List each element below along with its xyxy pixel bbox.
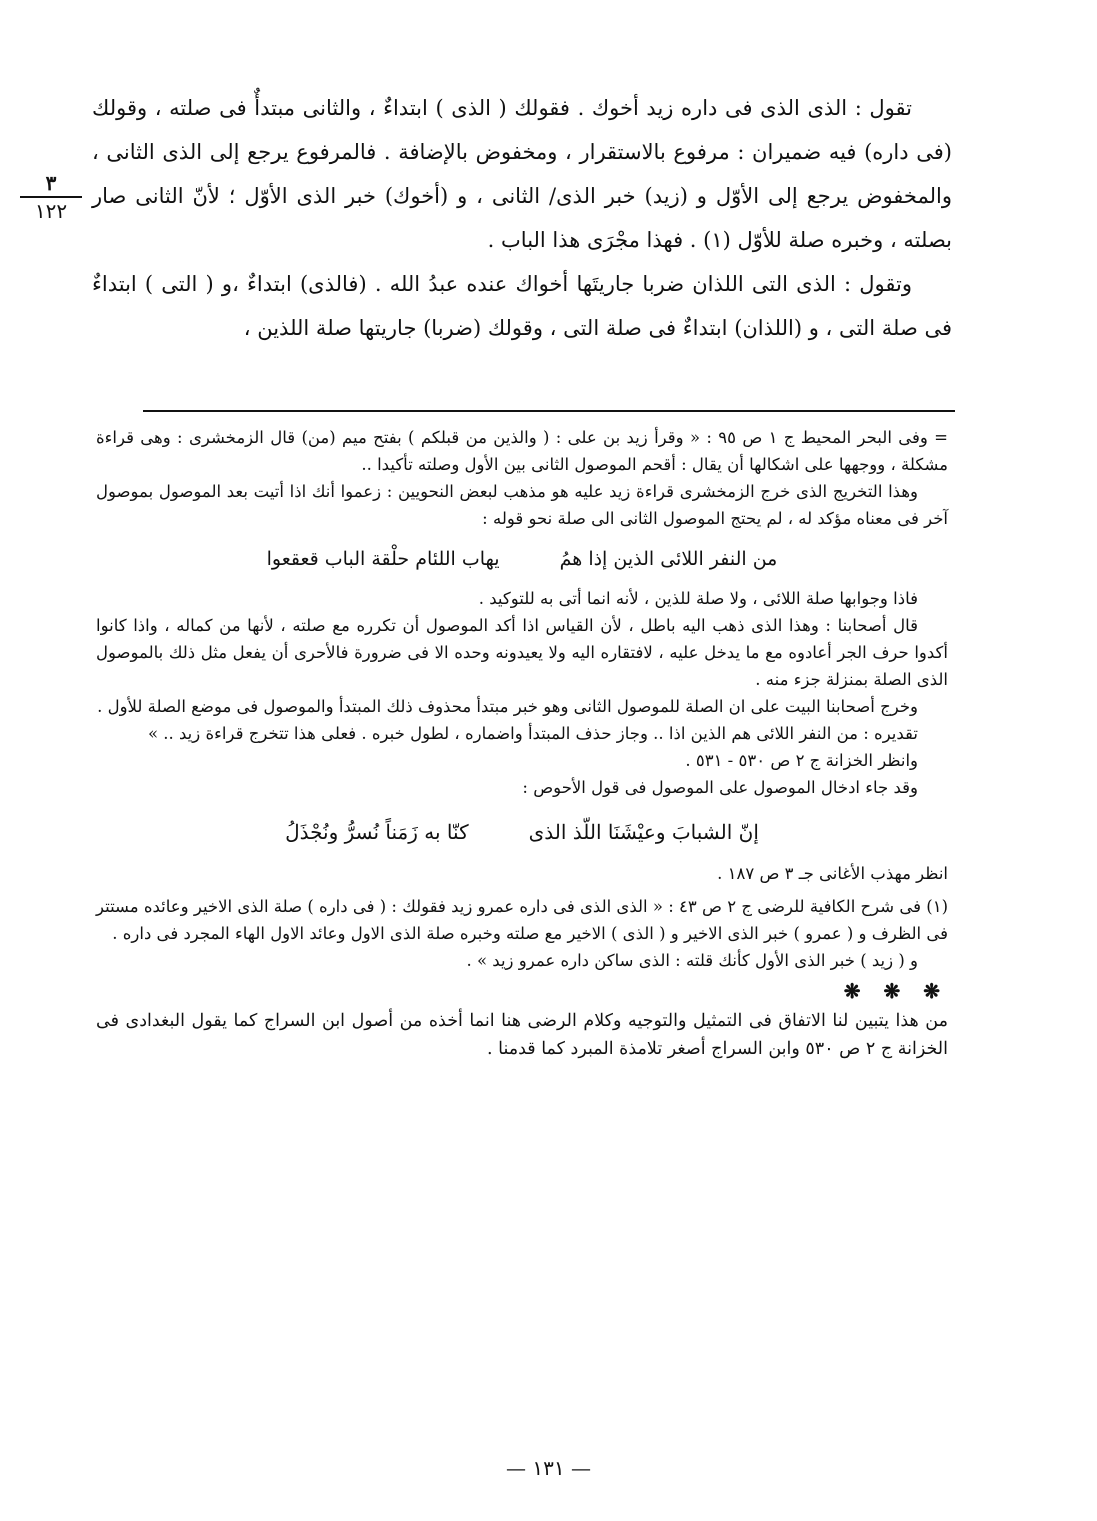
main-paragraph-2: وتقول : الذى التى اللذان ضربا جاريتَها أخواك عنده عبدُ الله . (فالذى) ابتداءٌ ،و ( التى ) ابتداءٌ فى صلة التى ، و (اللذان) ابتداءٌ فى صلة التى ، وقولك (ضربا) جاريتها صلة اللذين ، xyxy=(92,272,952,340)
footnote-paragraph: (١) فى شرح الكافية للرضى ج ٢ ص ٤٣ : « الذى الذى فى داره عمرو زيد فقولك : ( فى داره ) صلة الذى الاخير وعائده مستتر فى الظرف و ( عمرو ) خبر الذى الاخير و ( الذى ) الاخير مع صلته وخبره صلة الذى الاول وعائد الاول الهاء المجرد فى داره . xyxy=(96,897,948,943)
verse-first-hemistich: إنّ الشبابَ وعيْشَنَا اللّذ الذى xyxy=(528,820,759,844)
verse-second-hemistich: يهاب اللئام حلْقة الباب قعقعوا xyxy=(266,548,500,570)
page-number: — ١٣١ — xyxy=(506,1456,591,1480)
footnote-paragraph: من هذا يتبين لنا الاتفاق فى التمثيل والتوجيه وكلام الرضى هنا انما أخذه من أصول ابن السراج كما يقول البغدادى فى الخزانة ج ٢ ص ٥٣٠ وابن السراج أصغر تلامذة المبرد كما قدمنا . xyxy=(96,1011,948,1059)
main-paragraph-1: تقول : الذى الذى فى داره زيد أخوك . فقولك ( الذى ) ابتداءٌ ، والثانى مبتدأٌ فى صلته ، وقولك (فى داره) فيه ضميران : مرفوع بالاستقرار ، ومخفوض بالإضافة . فالمرفوع يرجع إلى الذى الثانى ، والمخفوض يرجع إلى الأوّل و (زيد) خبر الذى/ الثانى ، و (أخوك) خبر الذى الأوّل ؛ لأنّ الثانى صار بصلته ، وخبره صلة للأوّل (١) . فهذا مجْرَى هذا الباب . xyxy=(92,96,952,252)
footnote-paragraph: تقديره : من النفر اللائى هم الذين اذا .. وجاز حذف المبتدأ واضماره ، لطول خبره . فعلى هذا تتخرج قراءة زيد .. » xyxy=(147,724,918,743)
footnote-divider xyxy=(143,410,955,412)
main-body-text xyxy=(92,86,952,350)
footnote-paragraph: قال أصحابنا : وهذا الذى ذهب اليه باطل ، لأن القياس اذا أكد الموصول أن تكرره مع صلته ، لأنها من كماله ، واذا كانوا أكدوا حرف الجر أعادوه مع ما يدخل عليه ، لافتقاره اليه ولا يعيدونه وحده الا فى ضرورة فالأحرى أن يفعل مثل ذلك بالموصول الذى الصلة بمنزلة جزء منه . xyxy=(96,616,948,689)
footnote-paragraph: = وفى البحر المحيط ج ١ ص ٩٥ : « وقرأ زيد بن على : ( والذين من قبلكم ) بفتح ميم (من) قال الزمخشرى : وهى قراءة مشكلة ، ووجهها على اشكالها أن يقال : أقحم الموصول الثانى بين الأول وصلته تأكيدا .. xyxy=(96,428,948,474)
footnote-paragraph: انظر مهذب الأغانى جـ ٣ ص ١٨٧ . xyxy=(717,864,948,883)
margin-reference-bottom: ١٢٢ xyxy=(34,199,68,223)
footnote-paragraph: وانظر الخزانة ج ٢ ص ٥٣٠ - ٥٣١ . xyxy=(685,751,918,770)
footnote-paragraph: وقد جاء ادخال الموصول على الموصول فى قول الأحوص : xyxy=(522,778,918,797)
margin-reference-top: ٣ xyxy=(20,172,82,198)
footnote-paragraph: و ( زيد ) خبر الذى الأول كأنك قلته : الذى ساكن داره عمرو زيد » . xyxy=(466,951,918,970)
verse-line-2 xyxy=(96,819,948,846)
footnotes-section xyxy=(96,424,948,1063)
verse-line-1 xyxy=(96,546,948,573)
verse-second-hemistich: كنّا به زَمَناً نُسرُّ ونُجْذَلُ xyxy=(285,820,469,844)
margin-page-reference xyxy=(20,172,82,222)
section-divider-stars: ❋ ❋ ❋ xyxy=(843,979,948,1003)
footnote-paragraph: وخرج أصحابنا البيت على ان الصلة للموصول الثانى وهو خبر مبتدأ محذوف ذلك المبتدأ والموصول فى موضع الصلة للأول . xyxy=(97,697,918,716)
footnote-paragraph: وهذا التخريج الذى خرج الزمخشرى قراءة زيد عليه هو مذهب لبعض النحويين : زعموا أنك اذا أتيت بعد الموصول بموصول آخر فى معناه مؤكد له ، لم يحتج الموصول الثانى الى صلة نحو قوله : xyxy=(96,482,948,528)
footnote-paragraph: فاذا وجوابها صلة اللائى ، ولا صلة للذين ، لأنه انما أتى به للتوكيد . xyxy=(478,589,918,608)
verse-first-hemistich: من النفر اللائى الذين إذا همُ xyxy=(559,548,778,570)
